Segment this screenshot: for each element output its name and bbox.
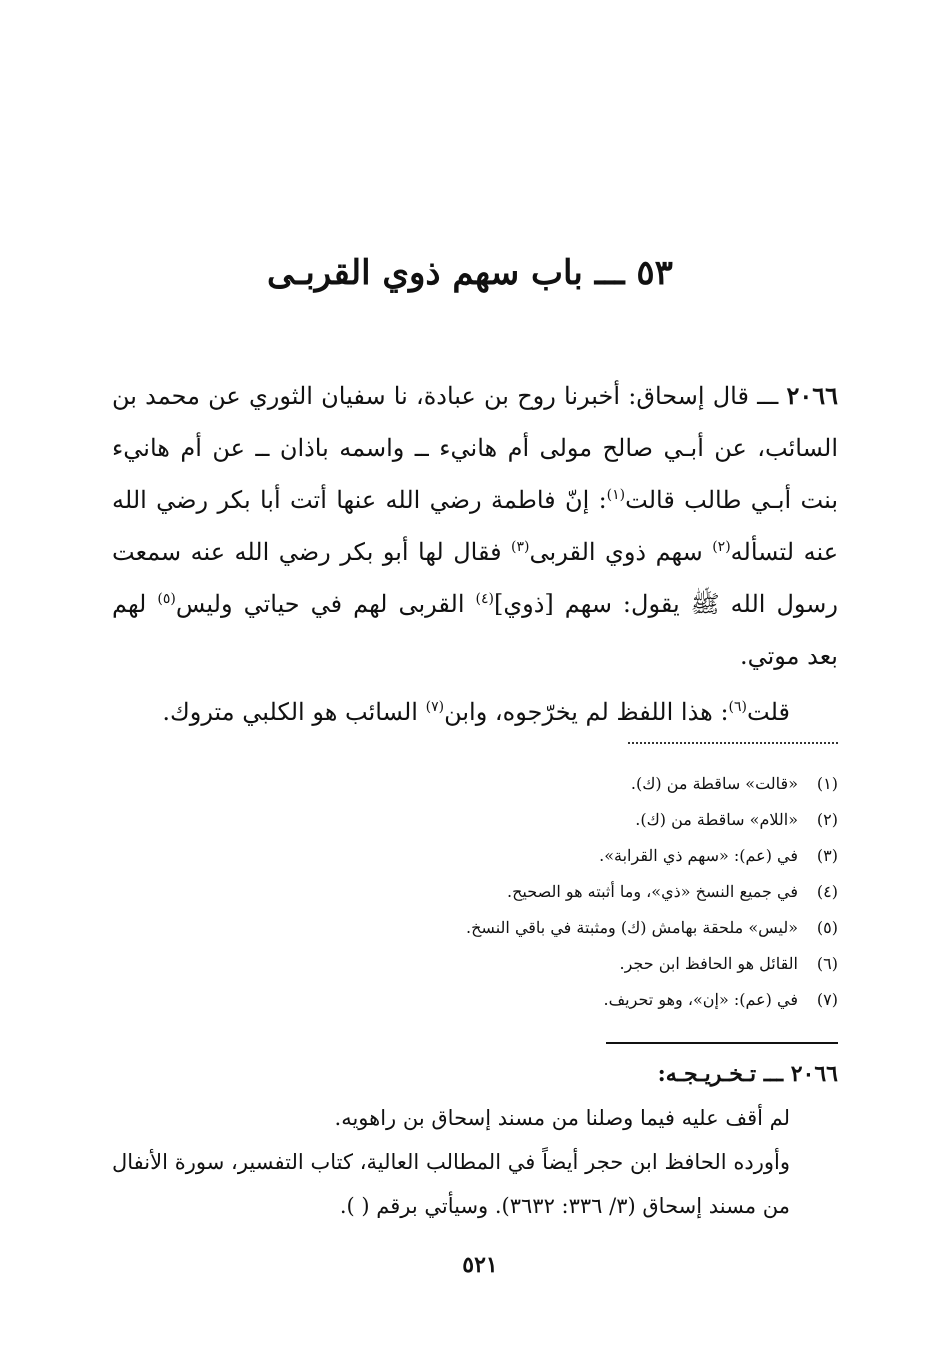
footnote-number: (٦)	[816, 954, 838, 973]
takhrij-heading: ٢٠٦٦ ـــ تـخـريـجـه:	[657, 1061, 838, 1087]
footnote-text: في (عم): «إن»، وهو تحريف.	[603, 990, 798, 1009]
footnote-item	[300, 946, 838, 982]
takhrij-section	[112, 1052, 838, 1228]
footnote-number: (٣)	[816, 846, 838, 865]
footnote-number: (٥)	[816, 918, 838, 937]
footnote-ref-5[interactable]: (٥)	[157, 591, 176, 607]
footnotes-list	[300, 766, 838, 1018]
hadith-number: ٢٠٦٦	[786, 381, 838, 410]
takhrij-divider	[606, 1042, 838, 1044]
page-number: ٥٢١	[462, 1252, 498, 1278]
footnote-ref-4[interactable]: (٤)	[475, 591, 494, 607]
takhrij-line-1: لم أقف عليه فيما وصلنا من مسند إسحاق بن راهويه.	[334, 1106, 790, 1130]
hadith-text-5: القربى لهم في حياتي وليس	[175, 590, 476, 618]
footnote-item	[300, 982, 838, 1018]
hadith-text-6: لهم بعد موتي.	[112, 590, 838, 670]
footnote-text: «ليس» ملحقة بهامش (ك) ومثبتة في باقي النسخ.	[466, 918, 798, 937]
footnote-number: (٢)	[816, 810, 838, 829]
footnote-ref-6[interactable]: (٦)	[728, 699, 748, 715]
editor-note	[112, 686, 838, 738]
footnote-item	[300, 910, 838, 946]
footnote-ref-7[interactable]: (٧)	[425, 699, 445, 715]
hadith-text-2: : إنّ فاطمة رضي الله عنها أتت أبا بكر رضي الله عنه لتسأله	[112, 486, 839, 566]
footnote-item	[300, 838, 838, 874]
hadith-body	[112, 370, 838, 738]
chapter-title: ٥٣ ـــ باب سهم ذوي القربـى	[267, 253, 673, 293]
footnote-text: القائل هو الحافظ ابن حجر.	[619, 954, 798, 973]
hadith-text-1: ـــ قال إسحاق: أخبرنا روح بن عبادة، نا سفيان الثوري عن محمد بن السائب، عن أبـي صالح مولى أم هانيء ــ واسمه باذان ــ عن أم هانيء بنت أبـي طالب قالت	[112, 382, 839, 514]
footnote-number: (١)	[816, 774, 838, 793]
footnote-ref-1[interactable]: (١)	[606, 487, 626, 503]
note-text-3: السائب هو الكلبي متروك.	[162, 698, 426, 726]
footnote-text: في جميع النسخ «ذي»، وما أثبته هو الصحيح.	[507, 882, 798, 901]
footnote-ref-2[interactable]: (٢)	[712, 539, 731, 555]
takhrij-line-2: وأورده الحافظ ابن حجر أيضاً في المطالب العالية، كتاب التفسير، سورة الأنفال من مسند إسحاق (٣/ ٣٣٦: ٣٦٣٢). وسيأتي برقم ( ).	[112, 1150, 790, 1218]
hadith-paragraph	[112, 370, 838, 682]
hadith-text-4: فقال لها أبو بكر رضي الله عنه سمعت رسول الله ﷺ يقول: سهم [ذوي]	[112, 538, 839, 618]
footnote-item	[300, 802, 838, 838]
footnote-divider	[628, 742, 838, 744]
footnote-text: في (عم): «سهم ذي القرابة».	[599, 846, 798, 865]
footnote-number: (٧)	[816, 990, 838, 1009]
footnote-ref-3[interactable]: (٣)	[511, 539, 530, 555]
footnote-item	[300, 874, 838, 910]
footnote-text: «قالت» ساقطة من (ك).	[630, 774, 798, 793]
footnote-item	[300, 766, 838, 802]
note-text-2: : هذا اللفظ لم يخرّجوه، وابن	[444, 698, 729, 726]
note-text-1: قلت	[747, 698, 790, 726]
hadith-text-3: سهم ذوي القربى	[529, 538, 713, 566]
footnote-number: (٤)	[816, 882, 838, 901]
footnote-text: «اللام» ساقطة من (ك).	[635, 810, 798, 829]
